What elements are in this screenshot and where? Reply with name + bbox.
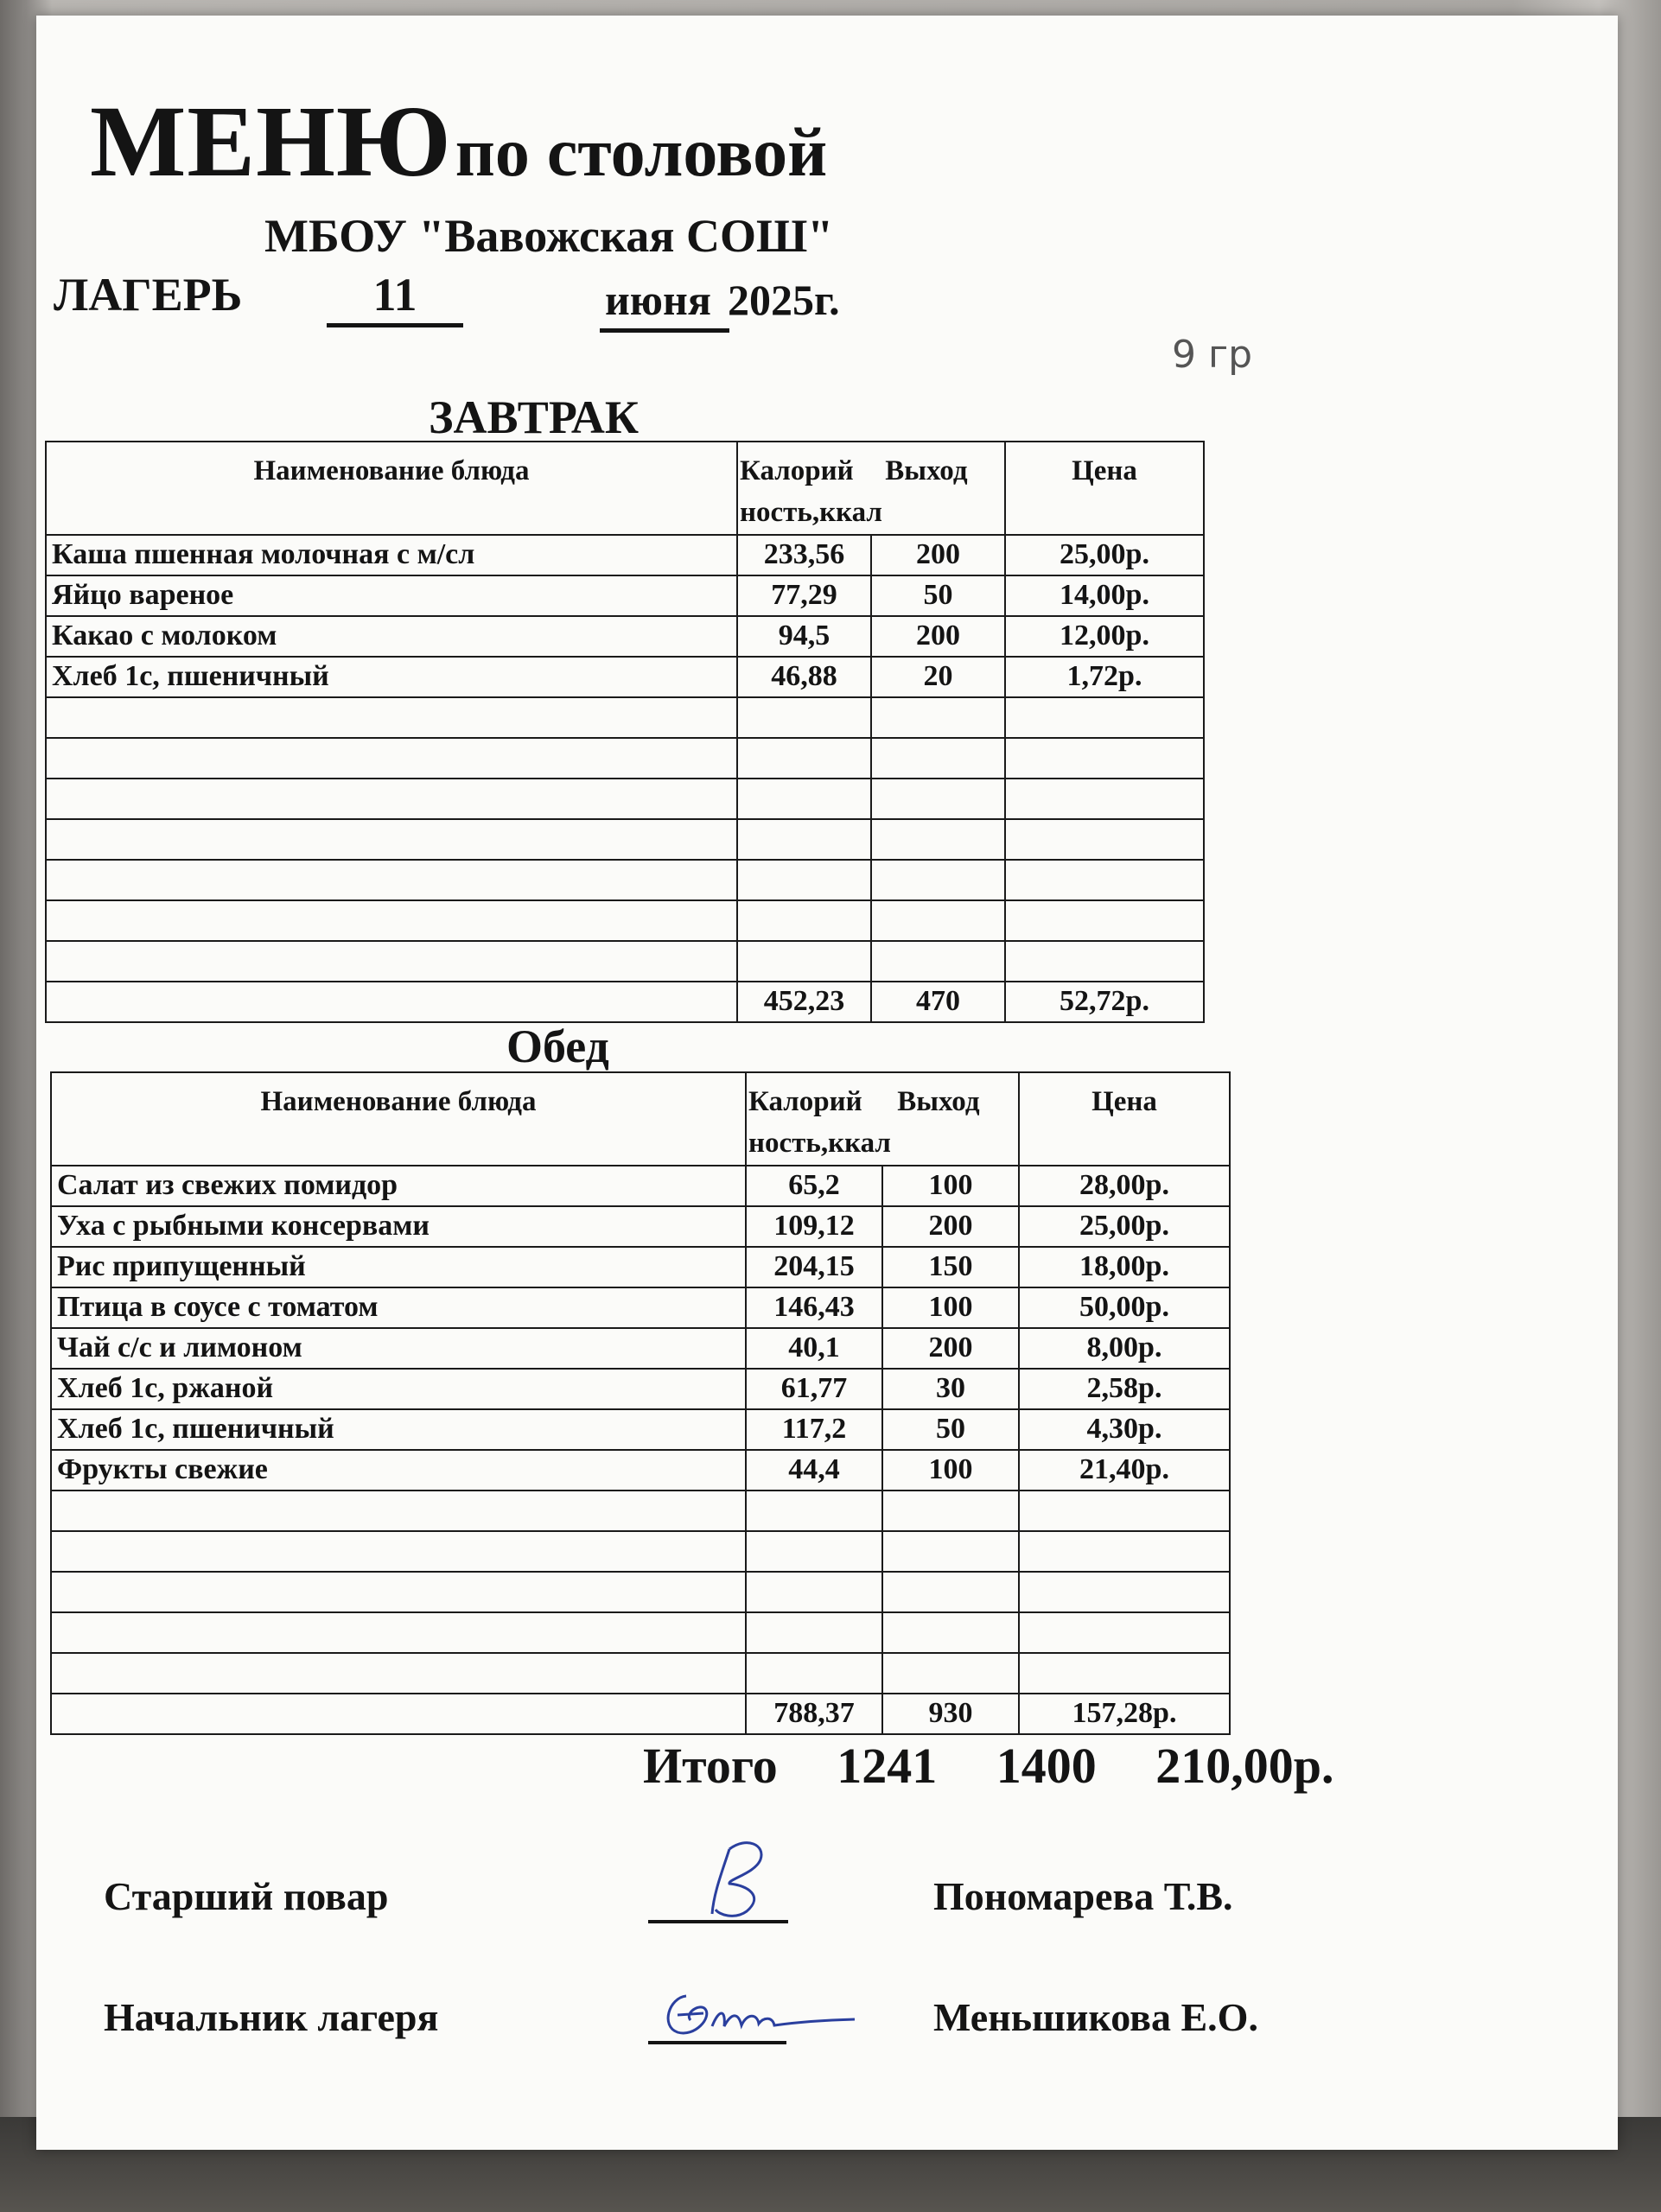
price-cell: 4,30р. [1019, 1409, 1230, 1450]
table-row [51, 1328, 1230, 1369]
camp-label: ЛАГЕРЬ [54, 269, 243, 321]
price-cell: 2,58р. [1019, 1369, 1230, 1409]
col-price: Цена [1005, 442, 1204, 535]
output-cell [882, 1572, 1019, 1612]
table-row [51, 1612, 1230, 1653]
menu-title [90, 83, 827, 200]
table-row [51, 1247, 1230, 1287]
month-underline [600, 328, 729, 333]
total-price: 157,28р. [1019, 1694, 1230, 1734]
dish-name [51, 1612, 746, 1653]
table-row [46, 738, 1204, 779]
col-dish: Наименование блюда [46, 442, 737, 535]
total-label-cell [51, 1694, 746, 1734]
price-cell [1005, 900, 1204, 941]
dish-name [46, 738, 737, 779]
output-cell [882, 1653, 1019, 1694]
price-cell [1005, 697, 1204, 738]
total-output: 930 [882, 1694, 1019, 1734]
cook-signature [678, 1832, 799, 1927]
dish-name: Уха с рыбными консервами [51, 1206, 746, 1247]
table-row [51, 1206, 1230, 1247]
output-cell: 150 [882, 1247, 1019, 1287]
lunch-title: Обед [506, 1020, 609, 1072]
price-cell: 1,72р. [1005, 657, 1204, 697]
table-header-row [51, 1072, 1230, 1166]
grand-total [643, 1737, 1334, 1795]
total-output: 470 [871, 982, 1005, 1022]
grand-total-label: Итого [643, 1738, 778, 1794]
chief-name: Меньшикова Е.О. [933, 1995, 1258, 2039]
date-month: июня [605, 276, 711, 324]
breakfast-table [45, 441, 1205, 1023]
output-cell [882, 1612, 1019, 1653]
output-cell: 200 [871, 616, 1005, 657]
dish-name: Фрукты свежие [51, 1450, 746, 1491]
price-cell: 14,00р. [1005, 575, 1204, 616]
table-row [51, 1369, 1230, 1409]
grand-total-calories: 1241 [837, 1738, 938, 1794]
calories-cell [746, 1572, 882, 1612]
price-cell [1019, 1612, 1230, 1653]
chief-role: Начальник лагеря [104, 1995, 439, 2039]
dish-name [51, 1572, 746, 1612]
output-cell [882, 1491, 1019, 1531]
dish-name [46, 860, 737, 900]
calories-cell: 65,2 [746, 1166, 882, 1206]
price-cell [1005, 819, 1204, 860]
calories-cell [737, 738, 871, 779]
price-cell: 8,00р. [1019, 1328, 1230, 1369]
dish-name [46, 900, 737, 941]
dish-name: Какао с молоком [46, 616, 737, 657]
price-cell [1005, 860, 1204, 900]
calories-cell: 44,4 [746, 1450, 882, 1491]
breakfast-title: ЗАВТРАК [429, 391, 640, 443]
output-cell [871, 860, 1005, 900]
total-price: 52,72р. [1005, 982, 1204, 1022]
calories-cell [746, 1531, 882, 1572]
calories-cell: 146,43 [746, 1287, 882, 1328]
price-cell [1005, 779, 1204, 819]
title-rest: по столовой [455, 115, 828, 191]
school-name: МБОУ "Вавожская СОШ" [264, 210, 834, 262]
dish-name: Яйцо вареное [46, 575, 737, 616]
col-calories-output [746, 1072, 1019, 1166]
dish-name [51, 1531, 746, 1572]
total-row [51, 1694, 1230, 1734]
lunch-table [50, 1071, 1231, 1735]
price-cell: 25,00р. [1019, 1206, 1230, 1247]
price-cell [1019, 1572, 1230, 1612]
table-row [51, 1409, 1230, 1450]
price-cell: 18,00р. [1019, 1247, 1230, 1287]
output-cell [871, 819, 1005, 860]
calories-cell [737, 941, 871, 982]
output-cell [882, 1531, 1019, 1572]
handwritten-note: 9 гр [1172, 333, 1253, 377]
calories-cell: 46,88 [737, 657, 871, 697]
output-cell: 30 [882, 1369, 1019, 1409]
output-cell: 200 [871, 535, 1005, 575]
dish-name [46, 941, 737, 982]
total-label-cell [46, 982, 737, 1022]
table-row [51, 1653, 1230, 1694]
calories-cell: 94,5 [737, 616, 871, 657]
output-cell: 50 [871, 575, 1005, 616]
calories-cell: 61,77 [746, 1369, 882, 1409]
table-row [46, 697, 1204, 738]
table-header-row [46, 442, 1204, 535]
calories-cell: 40,1 [746, 1328, 882, 1369]
calories-cell [746, 1653, 882, 1694]
output-cell: 100 [882, 1166, 1019, 1206]
table-row [46, 616, 1204, 657]
output-cell: 200 [882, 1206, 1019, 1247]
col-calories: Калорий ность,ккал [748, 1086, 891, 1159]
cook-role: Старший повар [104, 1874, 389, 1918]
dish-name: Рис припущенный [51, 1247, 746, 1287]
calories-cell: 109,12 [746, 1206, 882, 1247]
col-output: Выход [897, 1086, 980, 1117]
calories-cell: 77,29 [737, 575, 871, 616]
price-cell [1019, 1531, 1230, 1572]
dish-name [46, 697, 737, 738]
table-row [46, 779, 1204, 819]
table-row [46, 941, 1204, 982]
price-cell [1005, 941, 1204, 982]
calories-cell [737, 697, 871, 738]
dish-name [46, 819, 737, 860]
dish-name [46, 779, 737, 819]
output-cell: 50 [882, 1409, 1019, 1450]
col-calories-output [737, 442, 1005, 535]
dish-name [51, 1653, 746, 1694]
dish-name: Каша пшенная молочная с м/сл [46, 535, 737, 575]
calories-cell [737, 860, 871, 900]
table-row [51, 1572, 1230, 1612]
calories-cell [746, 1491, 882, 1531]
calories-cell: 233,56 [737, 535, 871, 575]
price-cell [1005, 738, 1204, 779]
table-row [46, 900, 1204, 941]
dish-name: Салат из свежих помидор [51, 1166, 746, 1206]
total-calories: 788,37 [746, 1694, 882, 1734]
output-cell [871, 900, 1005, 941]
table-row [51, 1166, 1230, 1206]
col-price: Цена [1019, 1072, 1230, 1166]
table-row [51, 1287, 1230, 1328]
output-cell: 100 [882, 1450, 1019, 1491]
output-cell: 100 [882, 1287, 1019, 1328]
price-cell: 50,00р. [1019, 1287, 1230, 1328]
table-row [46, 860, 1204, 900]
title-main: МЕНЮ [90, 85, 452, 198]
calories-cell: 117,2 [746, 1409, 882, 1450]
price-cell: 12,00р. [1005, 616, 1204, 657]
total-row [46, 982, 1204, 1022]
grand-total-output: 1400 [996, 1738, 1097, 1794]
dish-name: Птица в соусе с томатом [51, 1287, 746, 1328]
price-cell: 25,00р. [1005, 535, 1204, 575]
output-cell [871, 738, 1005, 779]
dish-name: Чай с/с и лимоном [51, 1328, 746, 1369]
table-row [46, 575, 1204, 616]
col-output: Выход [885, 455, 968, 486]
total-calories: 452,23 [737, 982, 871, 1022]
price-cell: 28,00р. [1019, 1166, 1230, 1206]
dish-name: Хлеб 1с, пшеничный [51, 1409, 746, 1450]
calories-cell [746, 1612, 882, 1653]
date-day: 11 [327, 268, 463, 327]
output-cell [871, 697, 1005, 738]
table-row [51, 1450, 1230, 1491]
dish-name: Хлеб 1с, пшеничный [46, 657, 737, 697]
price-cell [1019, 1491, 1230, 1531]
output-cell [871, 941, 1005, 982]
price-cell [1019, 1653, 1230, 1694]
table-row [51, 1491, 1230, 1531]
calories-cell [737, 819, 871, 860]
table-row [51, 1531, 1230, 1572]
table-row [46, 657, 1204, 697]
table-row [46, 819, 1204, 860]
grand-total-price: 210,00р. [1155, 1738, 1334, 1794]
calories-cell [737, 779, 871, 819]
cook-name: Пономарева Т.В. [933, 1874, 1233, 1918]
dish-name: Хлеб 1с, ржаной [51, 1369, 746, 1409]
dish-name [51, 1491, 746, 1531]
output-cell [871, 779, 1005, 819]
output-cell: 20 [871, 657, 1005, 697]
col-dish: Наименование блюда [51, 1072, 746, 1166]
price-cell: 21,40р. [1019, 1450, 1230, 1491]
table-row [46, 535, 1204, 575]
col-calories: Калорий ность,ккал [740, 455, 882, 528]
date-year: 2025г. [728, 276, 840, 324]
output-cell: 200 [882, 1328, 1019, 1369]
calories-cell: 204,15 [746, 1247, 882, 1287]
chief-signature [652, 1979, 859, 2048]
calories-cell [737, 900, 871, 941]
